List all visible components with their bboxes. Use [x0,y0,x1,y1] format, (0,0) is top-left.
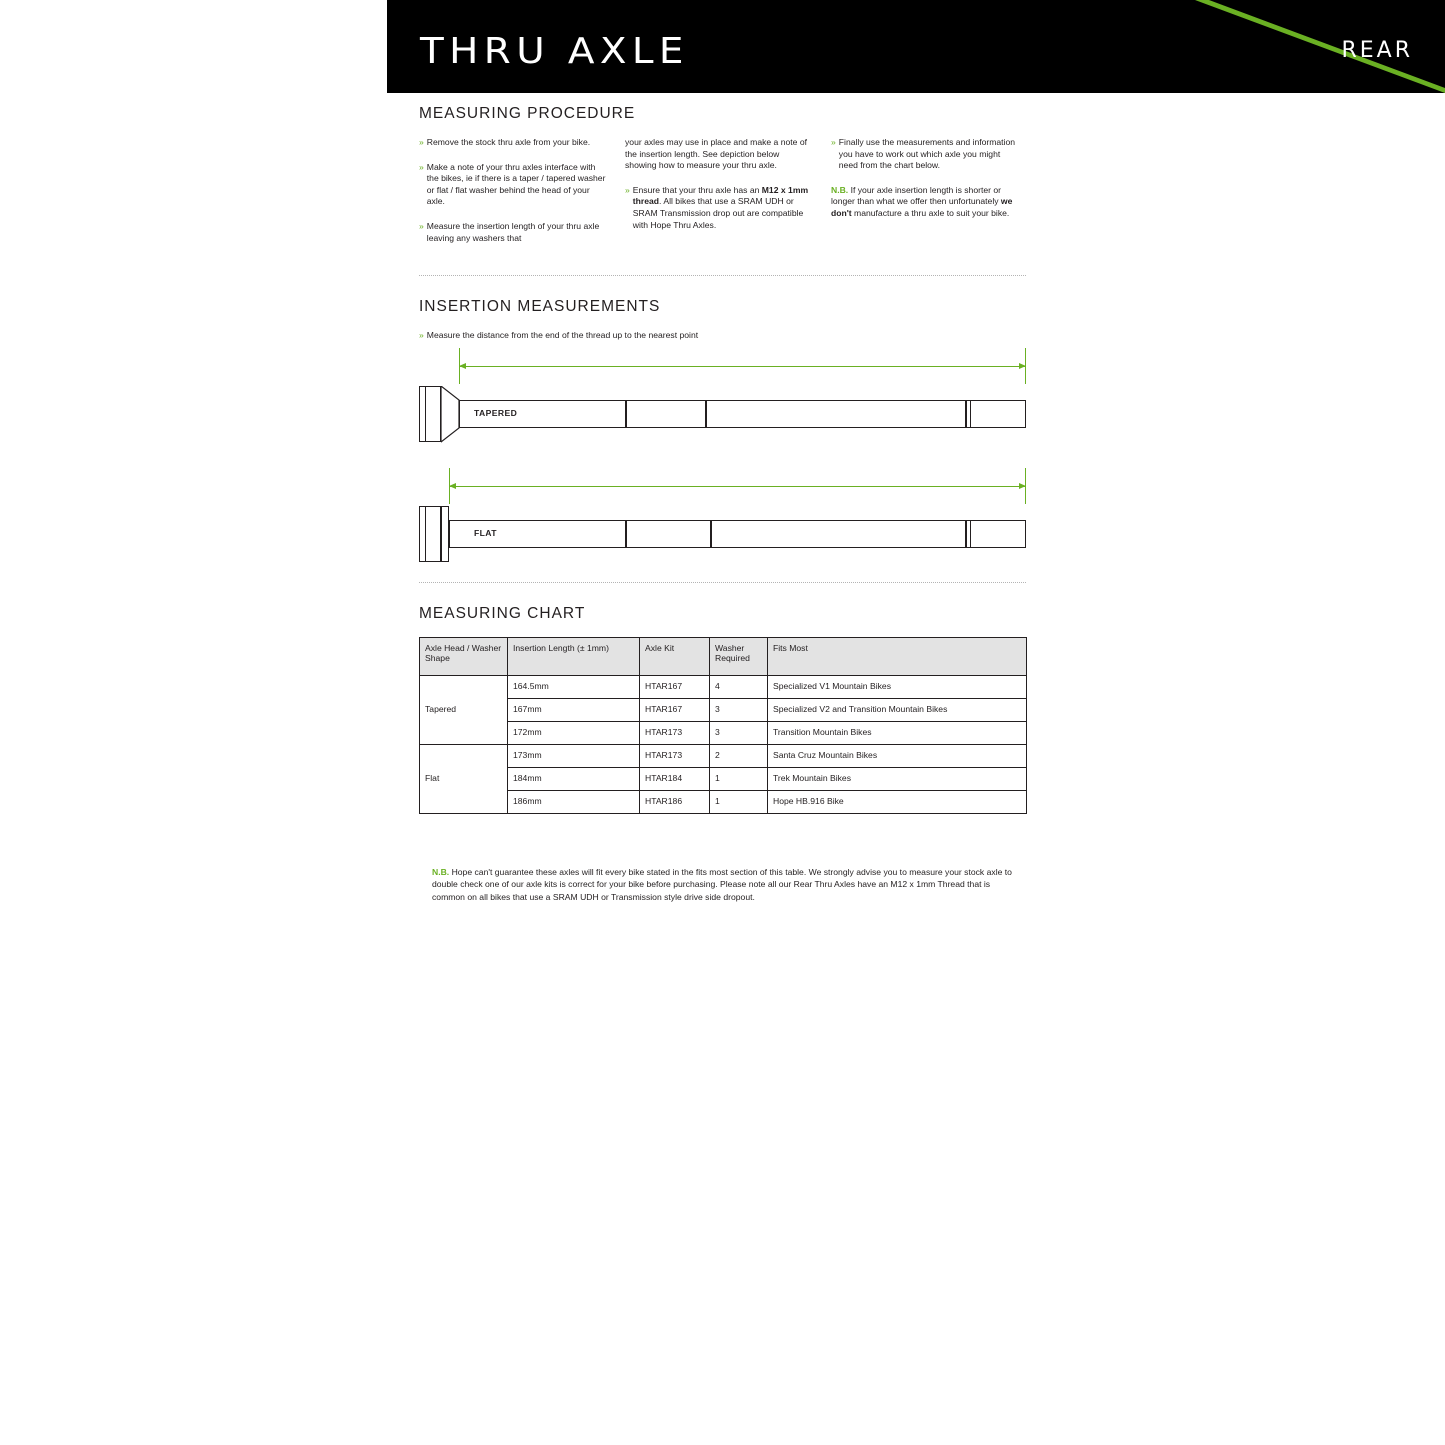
axle-thread [966,400,1026,428]
divider-1 [419,275,1026,276]
flat-washer-shape [441,506,449,562]
procedure-column-2 [625,137,813,257]
divider-2 [419,582,1026,583]
cell-kit: HTAR167 [640,675,710,698]
axle-shaft-2 [626,520,711,548]
cell-length: 186mm [508,790,640,813]
table-row [420,767,1027,790]
tapered-label: TAPERED [474,407,518,418]
procedure-continuation-text: your axles may use in place and make a note of the insertion length. See depiction below showing how to measure your thru axle. [625,137,808,171]
table-header-row [420,637,1027,675]
chevron-right-icon: » [419,137,423,147]
measuring-procedure-heading: MEASURING PROCEDURE [419,105,636,122]
procedure-column-1 [419,137,607,257]
procedure-bullet-text: Make a note of your thru axles interface with the bikes, ie if there is a taper / tapered washer or flat / flat washer behind the head of your axle. [426,161,606,207]
insertion-measurements-section [419,298,1026,576]
axle-head-inner [425,506,441,562]
nb-text-pre: If your axle insertion length is shorter or longer than what we offer then unfortunately [831,184,1002,207]
measuring-chart-section [419,605,1026,814]
cell-kit: HTAR173 [640,744,710,767]
procedure-bullet-text: Remove the stock thru axle from your bike. [426,137,591,147]
col-header-insertion-length: Insertion Length (± 1mm) [508,637,640,675]
cell-kit: HTAR184 [640,767,710,790]
col-header-shape: Axle Head / Washer Shape [420,637,508,675]
axle-thread [966,520,1026,548]
measuring-chart-table [419,637,1027,814]
procedure-bullet [831,137,1019,172]
tapered-axle-drawing [419,378,1026,446]
axle-thread-start [966,520,971,548]
thread-spec: M12 x 1mm thread [632,184,809,207]
axle-shaft-3 [711,520,966,548]
procedure-bullet-text [633,185,813,231]
cell-washer: 2 [710,744,768,767]
shape-flat: Flat [420,744,508,813]
cell-fits: Trek Mountain Bikes [768,767,1027,790]
table-row [420,675,1027,698]
flat-axle-drawing [419,498,1026,566]
cell-kit: HTAR167 [640,698,710,721]
cell-fits: Specialized V1 Mountain Bikes [768,675,1027,698]
table-row [420,790,1027,813]
flat-label: FLAT [474,527,497,538]
axle-thread-start [966,400,971,428]
nb-text-post: manufacture a thru axle to suit your bike. [851,207,1010,218]
procedure-bullet-text: Measure the insertion length of your thru axle leaving any washers that [426,220,600,243]
cell-length: 173mm [508,744,640,767]
nb-label: N.B. [831,184,849,195]
chevron-right-icon: » [625,184,629,195]
procedure-bullet [419,162,607,208]
axle-shaft-3 [706,400,966,428]
procedure-continuation [625,137,813,172]
procedure-note [831,185,1019,220]
procedure-column-3 [831,137,1019,257]
nb-label: N.B. [432,866,450,877]
col-header-axle-kit: Axle Kit [640,637,710,675]
nb-text-bold: we don't [831,196,1013,218]
table-row [420,698,1027,721]
cell-fits: Specialized V2 and Transition Mountain Bikes [768,698,1027,721]
cell-washer: 1 [710,790,768,813]
page-subtitle: REAR [1341,38,1413,63]
table-row [420,721,1027,744]
insertion-bullet-text: Measure the distance from the end of the thread up to the nearest point [426,330,699,341]
procedure-bullet-text: Finally use the measurements and information you have to work out which axle you might need from the chart below. [838,137,1016,171]
cell-length: 184mm [508,767,640,790]
insertion-bullet [419,330,1026,342]
cell-length: 164.5mm [508,675,640,698]
axle-shaft-2 [626,400,706,428]
page-title: THRU AXLE [420,31,689,72]
thread-note-post: . All bikes that use a SRAM UDH or SRAM Transmission drop out are compatible with Hope Thru Axles. [632,196,804,230]
measure-arrow [459,366,1026,367]
axle-head-inner [425,386,441,442]
page-header [387,0,1445,93]
chevron-right-icon: » [419,330,423,341]
col-header-fits-most: Fits Most [768,637,1027,675]
procedure-bullet [419,221,607,244]
flat-axle-diagram [419,468,1026,576]
table-row [420,744,1027,767]
footer-note [432,866,1012,903]
cell-kit: HTAR173 [640,721,710,744]
thread-note-pre: Ensure that your thru axle has an [632,184,762,195]
procedure-columns [419,137,1026,257]
cell-fits: Santa Cruz Mountain Bikes [768,744,1027,767]
measuring-chart-heading: MEASURING CHART [419,604,586,622]
measure-arrow [449,486,1026,487]
cell-kit: HTAR186 [640,790,710,813]
chevron-right-icon: » [419,220,423,231]
tapered-axle-diagram [419,348,1026,456]
footer-note-text: Hope can't guarantee these axles will fit every bike stated in the fits most section of this table. We strongly advise you to measure your stock axle to double check one of our axle kits is correct for your bike before purchasing. Please note all our Rear Thru Axles have an M12 x 1mm Thread that is common on all bikes that use a SRAM UDH or Transmission style drive side dropout. [432,866,1012,902]
cell-washer: 4 [710,675,768,698]
cell-washer: 3 [710,698,768,721]
cell-fits: Transition Mountain Bikes [768,721,1027,744]
col-header-washer-required: Washer Required [710,637,768,675]
insertion-measurements-heading: INSERTION MEASUREMENTS [419,298,661,316]
chevron-right-icon: » [419,161,423,172]
shape-tapered: Tapered [420,675,508,744]
procedure-bullet [419,137,607,149]
cell-fits: Hope HB.916 Bike [768,790,1027,813]
chevron-right-icon: » [831,137,835,147]
cell-length: 172mm [508,721,640,744]
cell-length: 167mm [508,698,640,721]
cell-washer: 1 [710,767,768,790]
document-body [419,105,1026,903]
procedure-bullet [625,185,813,231]
cell-washer: 3 [710,721,768,744]
